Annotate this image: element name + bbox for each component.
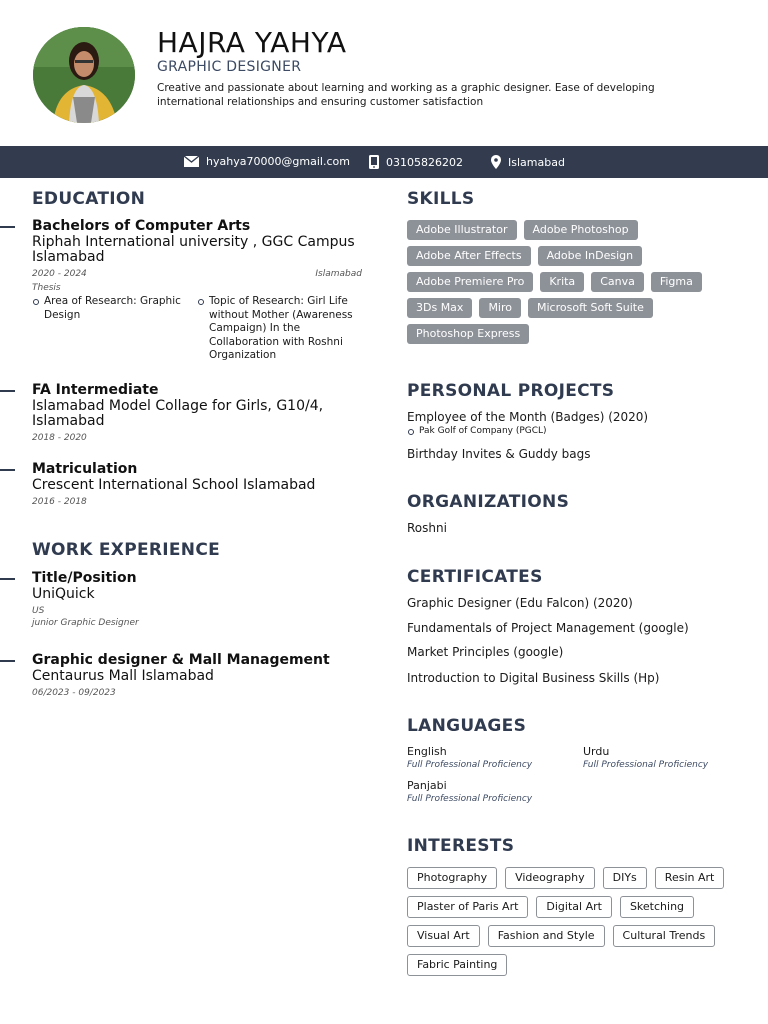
interest-chip: Photography	[407, 867, 497, 889]
language-level: Full Professional Proficiency	[407, 794, 533, 804]
entry-marker	[0, 578, 15, 580]
degree-title: Bachelors of Computer Arts	[32, 218, 251, 234]
skill-chip: Adobe Photoshop	[524, 220, 638, 240]
institution: Crescent International School Islamabad	[32, 477, 316, 493]
education-entry	[32, 461, 362, 507]
skill-chip: Microsoft Soft Suite	[528, 298, 653, 318]
work-entry	[32, 652, 362, 698]
projects-heading: PERSONAL PROJECTS	[407, 381, 615, 401]
entry-marker	[0, 390, 15, 392]
entry-marker	[0, 226, 15, 228]
entry-marker	[0, 660, 15, 662]
entry-meta	[32, 606, 362, 616]
position-title: Graphic designer & Mall Management	[32, 652, 330, 668]
thesis-bullets	[32, 295, 362, 363]
phone-text: 03105826202	[386, 155, 463, 169]
skill-chip: Adobe Illustrator	[407, 220, 517, 240]
interest-chip: Videography	[505, 867, 595, 889]
interest-chip: Fashion and Style	[488, 925, 605, 947]
interest-chip: DIYs	[603, 867, 647, 889]
phone-icon	[369, 155, 379, 169]
interest-chip: Visual Art	[407, 925, 480, 947]
entry-location: US	[32, 606, 45, 616]
company: Centaurus Mall Islamabad	[32, 668, 214, 684]
profile-summary: Creative and passionate about learning and working as a graphic designer. Ease of developing international relationships and ensuring customer satisfaction	[157, 82, 655, 108]
skill-chip: Miro	[479, 298, 521, 318]
interests-heading: INTERESTS	[407, 836, 515, 856]
institution: Riphah International university , GGC Campus Islamabad	[32, 234, 355, 265]
language-item	[583, 745, 708, 770]
project-item: Birthday Invites & Guddy bags	[407, 447, 591, 461]
degree-title: FA Intermediate	[32, 382, 159, 398]
company: UniQuick	[32, 586, 95, 602]
interest-chip: Plaster of Paris Art	[407, 896, 528, 918]
project-subitem: Pak Golf of Company (PGCL)	[407, 426, 547, 436]
thesis-label: Thesis	[32, 283, 61, 293]
certificate-item: Market Principles (google)	[407, 645, 564, 659]
institution: Islamabad Model Collage for Girls, G10/4, Islamabad	[32, 398, 324, 429]
bullet-item: Area of Research: Graphic Design	[32, 295, 197, 322]
language-item	[407, 745, 532, 770]
project-item: Employee of the Month (Badges) (2020)	[407, 410, 649, 424]
language-name: English	[407, 745, 447, 758]
bullet-item: Topic of Research: Girl Life without Mother (Awareness Campaign) In the Collaboration with Roshni Organization	[197, 295, 362, 363]
organizations-heading: ORGANIZATIONS	[407, 492, 570, 512]
skill-chip: Adobe Premiere Pro	[407, 272, 533, 292]
interest-chip: Digital Art	[536, 896, 612, 918]
entry-place: Islamabad	[315, 269, 362, 279]
interest-chip: Fabric Painting	[407, 954, 507, 976]
contact-phone[interactable]	[369, 155, 463, 169]
entry-meta	[32, 618, 362, 628]
skill-chip: Figma	[651, 272, 702, 292]
contact-email[interactable]	[184, 155, 350, 168]
language-item	[407, 779, 532, 804]
entry-role: junior Graphic Designer	[32, 618, 139, 628]
entry-marker	[0, 469, 15, 471]
skill-chip: Canva	[591, 272, 644, 292]
skills-list	[407, 220, 737, 344]
interest-chip: Resin Art	[655, 867, 725, 889]
degree-title: Matriculation	[32, 461, 138, 477]
certificate-item: Introduction to Digital Business Skills (Hp)	[407, 671, 660, 685]
skill-chip: 3Ds Max	[407, 298, 472, 318]
education-heading: EDUCATION	[32, 189, 146, 209]
entry-meta	[32, 269, 362, 279]
email-icon	[184, 156, 199, 167]
work-entry	[32, 570, 362, 628]
certificate-item: Graphic Designer (Edu Falcon) (2020)	[407, 596, 633, 610]
entry-meta	[32, 497, 362, 507]
skill-chip: Krita	[540, 272, 584, 292]
entry-dates: 2018 - 2020	[32, 433, 87, 443]
profile-photo	[33, 27, 135, 123]
entry-meta	[32, 433, 362, 443]
entry-meta	[32, 688, 362, 698]
location-text: Islamabad	[508, 155, 565, 169]
organization-item: Roshni	[407, 521, 447, 535]
interest-chip: Cultural Trends	[613, 925, 716, 947]
education-entry	[32, 382, 362, 443]
certificates-heading: CERTIFICATES	[407, 567, 543, 587]
work-heading: WORK EXPERIENCE	[32, 540, 221, 560]
education-entry	[32, 218, 362, 363]
language-name: Urdu	[583, 745, 610, 758]
certificate-item: Fundamentals of Project Management (google)	[407, 621, 689, 635]
skill-chip: Adobe InDesign	[538, 246, 643, 266]
job-title: GRAPHIC DESIGNER	[157, 59, 302, 75]
interests-list	[407, 867, 737, 976]
skill-chip: Adobe After Effects	[407, 246, 531, 266]
language-level: Full Professional Proficiency	[407, 760, 533, 770]
interest-chip: Sketching	[620, 896, 694, 918]
languages-heading: LANGUAGES	[407, 716, 527, 736]
skills-heading: SKILLS	[407, 189, 475, 209]
contact-location	[491, 155, 565, 169]
email-text: hyahya70000@gmail.com	[206, 155, 350, 168]
location-pin-icon	[491, 155, 501, 169]
language-name: Panjabi	[407, 779, 447, 792]
skill-chip: Photoshop Express	[407, 324, 529, 344]
entry-dates: 2020 - 2024	[32, 269, 87, 279]
position-title: Title/Position	[32, 570, 137, 586]
entry-dates: 06/2023 - 09/2023	[32, 688, 116, 698]
candidate-name: HAJRA YAHYA	[157, 26, 347, 59]
entry-dates: 2016 - 2018	[32, 497, 87, 507]
language-level: Full Professional Proficiency	[583, 760, 709, 770]
contact-bar	[0, 146, 768, 178]
